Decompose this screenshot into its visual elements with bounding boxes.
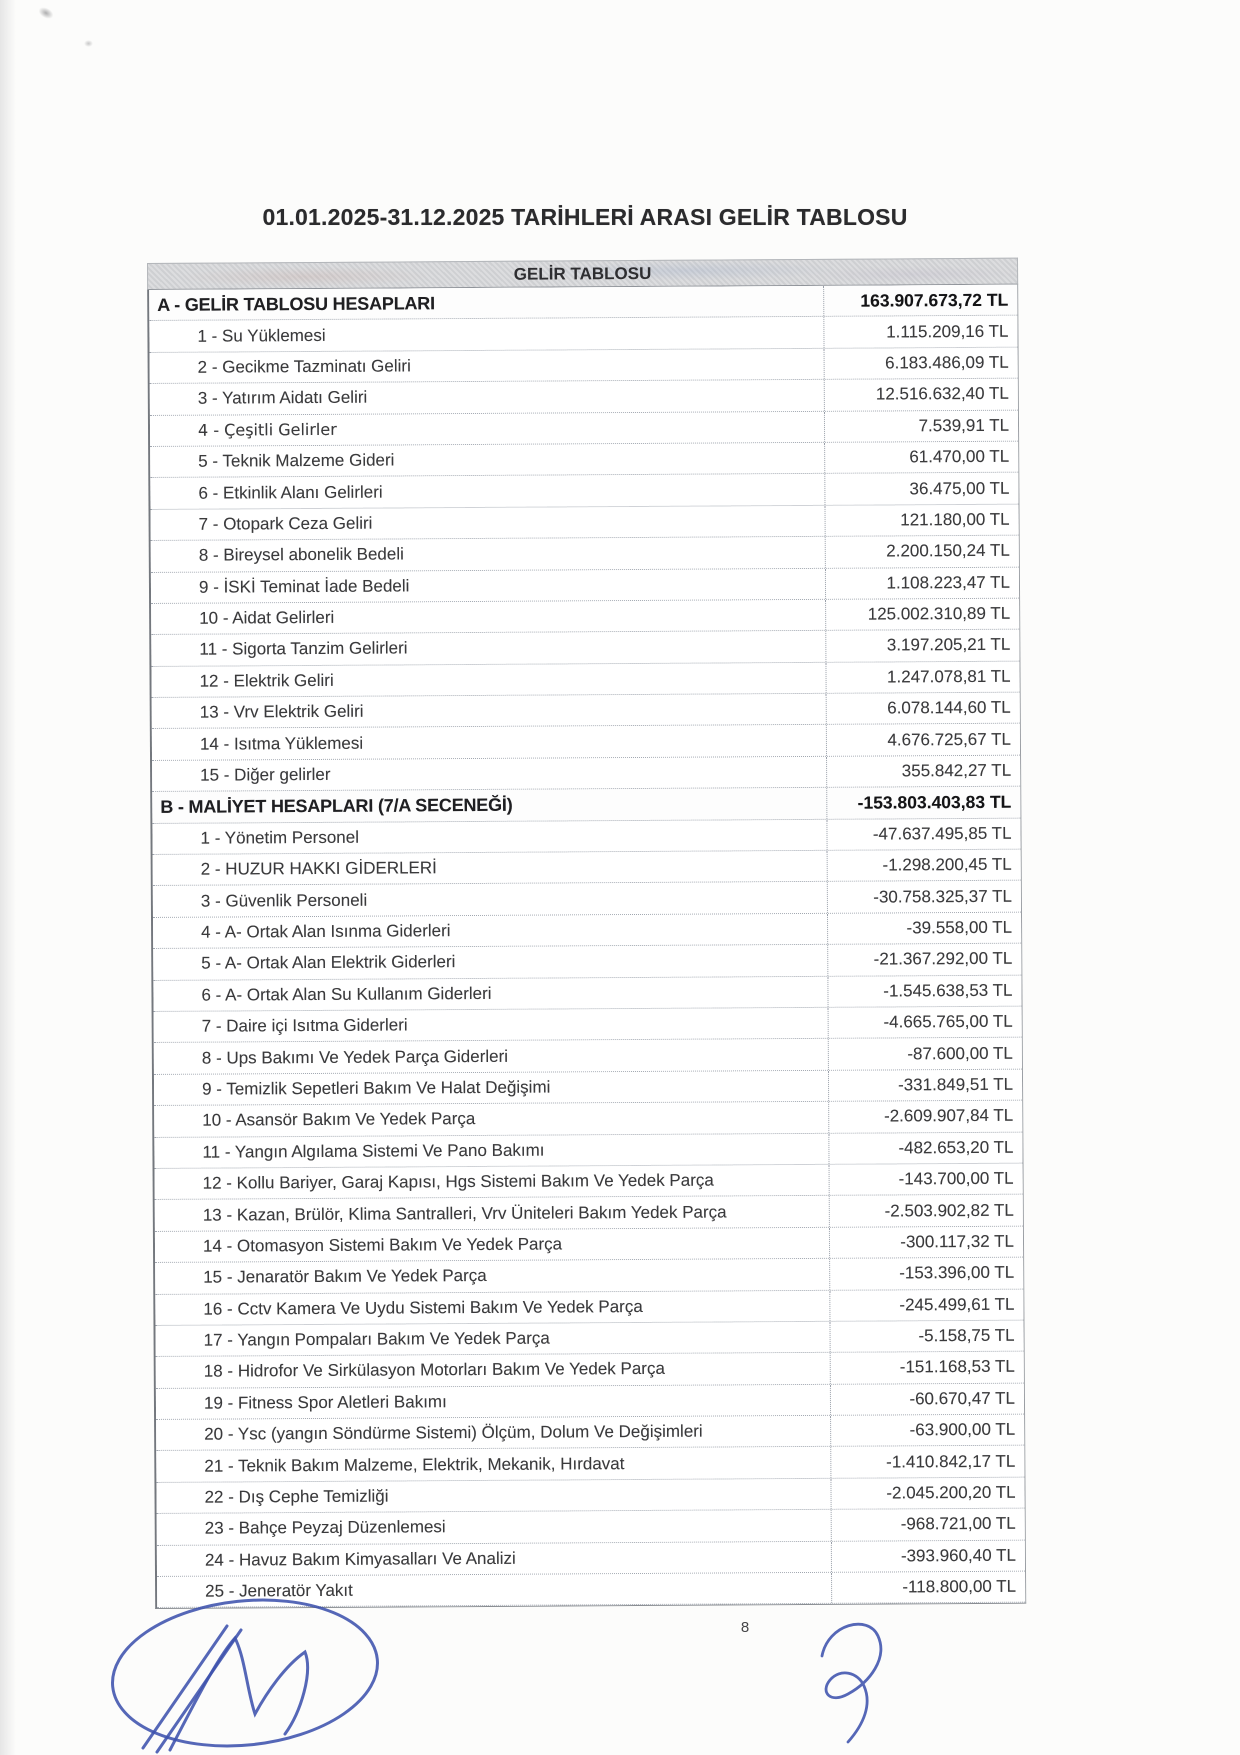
item-label: 5 - Teknik Malzeme Gideri (150, 443, 825, 478)
page-number: 8 (740, 1619, 750, 1636)
item-label: 12 - Elektrik Geliri (151, 663, 826, 698)
item-value: 121.180,00 TL (900, 509, 1010, 530)
item-label: 4 - Çeşitli Gelirler (150, 411, 825, 446)
item-label: 20 - Ysc (yangın Söndürme Sistemi) Ölçüm, Dolum Ve Değişimleri (156, 1416, 831, 1451)
item-row (149, 316, 1017, 353)
item-value: 125.002.310,89 TL (867, 603, 1011, 624)
scan-smudge (84, 40, 93, 47)
right-signature (798, 1612, 914, 1748)
item-label: 5 - A- Ortak Alan Elektrik Giderleri (153, 945, 828, 980)
item-value: 36.475,00 TL (909, 478, 1010, 498)
item-value: -300.117,32 TL (900, 1231, 1015, 1252)
item-label: 2 - Gecikme Tazminatı Geliri (150, 349, 825, 384)
item-label: 1 - Yönetim Personel (152, 819, 827, 854)
item-value: -47.637.495,85 TL (872, 823, 1012, 844)
item-value: 6.183.486,09 TL (885, 352, 1009, 373)
item-value: 61.470,00 TL (909, 446, 1010, 467)
item-value: 1.247.078,81 TL (886, 666, 1011, 687)
item-label: 25 - Jeneratör Yakıt (157, 1573, 832, 1608)
item-value: -2.045.200,20 TL (886, 1482, 1016, 1503)
item-label: 10 - Asansör Bakım Ve Yedek Parça (154, 1102, 829, 1137)
item-label: 16 - Cctv Kamera Ve Uydu Sistemi Bakım Ve Yedek Parça (155, 1290, 830, 1325)
item-row (150, 410, 1018, 447)
item-row (155, 1195, 1023, 1232)
item-value: -151.168,53 TL (899, 1357, 1015, 1377)
item-row (155, 1226, 1023, 1263)
item-value: -1.298.200,45 TL (882, 854, 1012, 875)
item-value: -5.158,75 TL (918, 1325, 1015, 1346)
item-row (154, 1069, 1022, 1106)
item-value: 7.539,91 TL (918, 415, 1010, 436)
item-row (150, 442, 1018, 479)
item-label: 17 - Yangın Pompaları Bakım Ve Yedek Parça (155, 1322, 830, 1357)
item-label: 7 - Daire içi Isıtma Giderleri (154, 1008, 829, 1043)
item-value: -4.665.765,00 TL (883, 1011, 1013, 1032)
item-label: 13 - Vrv Elektrik Geliri (152, 694, 827, 729)
item-value: 2.200.150,24 TL (886, 541, 1010, 561)
item-row (156, 1383, 1024, 1420)
item-label: 14 - Isıtma Yüklemesi (152, 725, 827, 760)
item-value: 3.197.205,21 TL (886, 635, 1011, 655)
item-value: -30.758.325,37 TL (873, 886, 1012, 907)
income-statement-table (147, 258, 1026, 1610)
item-value: -482.653,20 TL (898, 1137, 1014, 1158)
item-label: 11 - Yangın Algılama Sistemi Ve Pano Bakımı (154, 1133, 829, 1168)
item-label: 22 - Dış Cephe Temizliği (156, 1479, 831, 1514)
item-value: -21.367.292,00 TL (873, 949, 1013, 969)
item-label: 18 - Hidrofor Ve Sirkülasyon Motorları Bakım Ve Yedek Parça (156, 1353, 831, 1388)
item-label: 4 - A- Ortak Alan Isınma Giderleri (153, 914, 828, 949)
item-label: 9 - İSKİ Teminat İade Bedeli (151, 568, 826, 603)
item-value: -143.700,00 TL (898, 1168, 1014, 1189)
item-row (155, 1321, 1023, 1358)
item-label: 6 - A- Ortak Alan Su Kullanım Giderleri (153, 976, 828, 1011)
item-label: 7 - Otopark Ceza Geliri (151, 506, 826, 541)
item-label: 2 - HUZUR HAKKI GİDERLERİ (153, 851, 828, 886)
item-value: -1.410.842,17 TL (886, 1451, 1016, 1472)
item-value: -118.800,00 TL (902, 1576, 1017, 1597)
item-label: 9 - Temizlik Sepetleri Bakım Ve Halat Değişimi (154, 1071, 829, 1106)
item-row (155, 1258, 1023, 1295)
item-label: 23 - Bahçe Peyzaj Düzenlemesi (157, 1510, 832, 1545)
item-value: 12.516.632,40 TL (875, 384, 1009, 404)
item-label: 15 - Jenaratör Bakım Ve Yedek Parça (155, 1259, 830, 1294)
item-label: 12 - Kollu Bariyer, Garaj Kapısı, Hgs Sistemi Bakım Ve Yedek Parça (155, 1165, 830, 1200)
item-value: -331.849,51 TL (897, 1074, 1014, 1095)
item-label: 1 - Su Yüklemesi (149, 317, 824, 352)
item-label: 19 - Fitness Spor Aletleri Bakımı (156, 1385, 831, 1420)
item-label: 3 - Yatırım Aidatı Geliri (150, 380, 825, 415)
item-value: -87.600,00 TL (907, 1043, 1013, 1063)
item-label: 8 - Ups Bakımı Ve Yedek Parça Giderleri (154, 1039, 829, 1074)
item-label: 21 - Teknik Bakım Malzeme, Elektrik, Mekanik, Hırdavat (156, 1447, 831, 1482)
item-value: -2.609.907,84 TL (883, 1106, 1014, 1126)
item-label: 13 - Kazan, Brülör, Klima Santralleri, Vrv Üniteleri Bakım Yedek Parça (155, 1196, 830, 1231)
item-value: -39.558,00 TL (906, 917, 1013, 938)
scan-edge-shadow (0, 0, 16, 1755)
item-label: 3 - Güvenlik Personeli (153, 882, 828, 917)
section-value: -153.803.403,83 TL (857, 791, 1012, 813)
item-value: -1.545.638,53 TL (883, 980, 1013, 1001)
income-table-body (147, 285, 1026, 1610)
document-title: 01.01.2025-31.12.2025 TARİHLERİ ARASI GELİR TABLOSU (262, 204, 908, 230)
item-value: -393.960,40 TL (900, 1545, 1016, 1566)
item-row (154, 1132, 1022, 1169)
item-label: 24 - Havuz Bakım Kimyasalları Ve Analizi (157, 1541, 832, 1576)
item-row (151, 504, 1019, 541)
item-label: 6 - Etkinlik Alanı Gelirleri (150, 474, 825, 509)
item-row (150, 379, 1018, 416)
item-value: 4.676.725,67 TL (887, 729, 1011, 750)
section-label: B - MALİYET HESAPLARI (7/A SECENEĞİ) (152, 788, 827, 823)
scan-smudge (37, 5, 56, 21)
item-value: -63.900,00 TL (909, 1419, 1016, 1440)
item-value: 6.078.144,60 TL (887, 697, 1011, 718)
table-header: GELİR TABLOSU (147, 258, 1018, 290)
section-label: A - GELİR TABLOSU HESAPLARI (149, 286, 824, 321)
item-value: 1.115.209,16 TL (886, 321, 1009, 342)
item-label: 15 - Diğer gelirler (152, 757, 827, 792)
item-row (155, 1164, 1023, 1201)
item-label: 11 - Sigorta Tanzim Gelirleri (151, 631, 826, 666)
item-row (150, 473, 1018, 510)
item-row (151, 536, 1019, 573)
section-value: 163.907.673,72 TL (860, 289, 1009, 311)
item-row (150, 347, 1018, 384)
item-row (154, 1101, 1022, 1138)
item-value: -968.721,00 TL (900, 1514, 1016, 1534)
item-value: -245.499,61 TL (899, 1294, 1015, 1315)
item-value: 355.842,27 TL (901, 760, 1012, 781)
item-label: 10 - Aidat Gelirleri (151, 600, 826, 635)
item-row (157, 1572, 1025, 1609)
item-value: -60.670,47 TL (909, 1388, 1016, 1409)
item-row (156, 1352, 1024, 1389)
section-row (149, 285, 1017, 322)
item-row (155, 1289, 1023, 1326)
item-value: -2.503.902,82 TL (884, 1200, 1014, 1221)
item-label: 8 - Bireysel abonelik Bedeli (151, 537, 826, 572)
item-value: 1.108.223,47 TL (886, 572, 1011, 593)
item-label: 14 - Otomasyon Sistemi Bakım Ve Yedek Parça (155, 1228, 830, 1263)
item-value: -153.396,00 TL (899, 1263, 1015, 1283)
